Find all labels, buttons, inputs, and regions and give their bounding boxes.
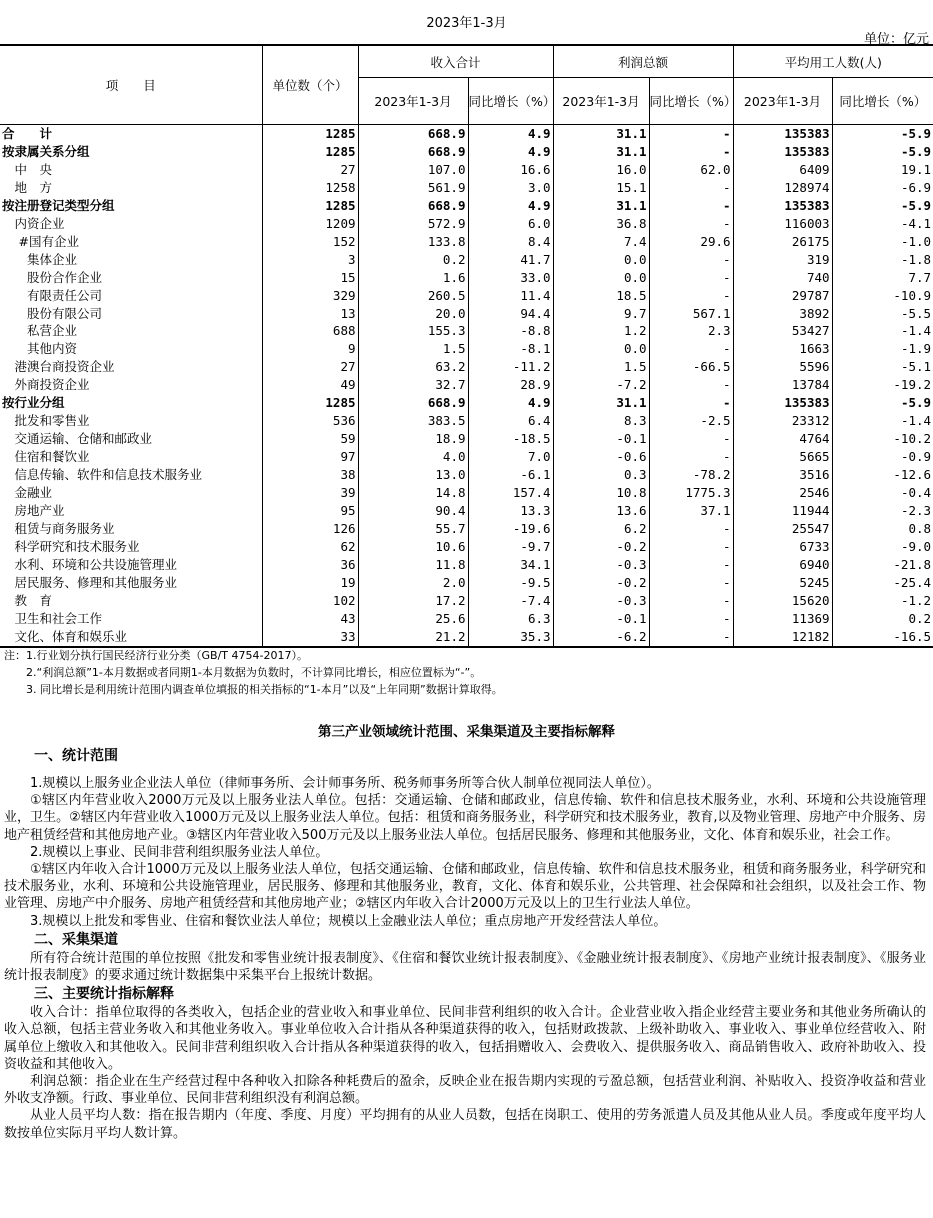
- cell-profit-g: -: [649, 215, 733, 233]
- col-header-employees: 平均用工人数(人): [733, 45, 933, 78]
- cell-profit-g: 567.1: [649, 305, 733, 323]
- cell-profit-g: -: [649, 430, 733, 448]
- cell-profit-g: 37.1: [649, 502, 733, 520]
- cell-units: 1285: [262, 394, 358, 412]
- cell-profit-g: -2.5: [649, 412, 733, 430]
- cell-emp-g: -1.2: [832, 592, 933, 610]
- section-title: 第三产业领域统计范围、采集渠道及主要指标解释: [318, 724, 615, 740]
- cell-name: 地 方: [2, 179, 53, 195]
- cell-rev: 90.4: [358, 502, 468, 520]
- cell-emp-g: -5.9: [832, 197, 933, 215]
- cell-profit: 0.0: [553, 269, 649, 287]
- subheader-growth: 同比增长（%）: [468, 78, 553, 125]
- cell-profit: -0.1: [553, 610, 649, 628]
- cell-units: 59: [262, 430, 358, 448]
- cell-rev-g: -8.1: [468, 340, 553, 358]
- cell-profit: -0.2: [553, 538, 649, 556]
- cell-name: 港澳台商投资企业: [2, 359, 115, 375]
- table-row: [0, 305, 933, 323]
- cell-emp: 13784: [733, 376, 832, 394]
- cell-units: 1285: [262, 143, 358, 161]
- cell-profit: 31.1: [553, 394, 649, 412]
- cell-profit: -0.3: [553, 592, 649, 610]
- cell-name: 中 央: [2, 161, 53, 177]
- explanation-text: [4, 746, 926, 1142]
- cell-name: 私营企业: [2, 323, 78, 339]
- cell-profit: 0.0: [553, 251, 649, 269]
- table-row: [0, 412, 933, 430]
- cell-rev-g: 6.0: [468, 215, 553, 233]
- cell-units: 13: [262, 305, 358, 323]
- cell-emp-g: -12.6: [832, 466, 933, 484]
- cell-profit: 16.0: [553, 161, 649, 179]
- cell-emp: 23312: [733, 412, 832, 430]
- cell-rev: 2.0: [358, 574, 468, 592]
- cell-name: 信息传输、软件和信息技术服务业: [2, 467, 203, 483]
- cell-rev: 260.5: [358, 287, 468, 305]
- cell-name: 有限责任公司: [2, 287, 103, 303]
- cell-rev: 572.9: [358, 215, 468, 233]
- cell-profit-g: -: [649, 448, 733, 466]
- cell-emp: 4764: [733, 430, 832, 448]
- cell-emp-g: -5.9: [832, 125, 933, 143]
- cell-profit: 1.2: [553, 322, 649, 340]
- cell-name: 金融业: [2, 485, 53, 501]
- cell-rev: 20.0: [358, 305, 468, 323]
- cell-profit: 15.1: [553, 179, 649, 197]
- cell-rev-g: 157.4: [468, 484, 553, 502]
- cell-rev: 55.7: [358, 520, 468, 538]
- paragraph: 利润总额：指企业在生产经营过程中各种收入扣除各种耗费后的盈余，反映企业在报告期内实现的亏盈总额，包括营业利润、补贴收入、投资净收益和营业外收支净额。行政、事业单位、民间非营利组织没有利润总额。: [4, 1074, 926, 1107]
- cell-profit-g: -: [649, 197, 733, 215]
- cell-name: 股份有限公司: [2, 305, 103, 321]
- table-row: [0, 574, 933, 592]
- cell-profit: 36.8: [553, 215, 649, 233]
- cell-units: 329: [262, 287, 358, 305]
- cell-profit-g: -: [649, 125, 733, 143]
- cell-emp-g: -5.5: [832, 305, 933, 323]
- cell-rev-g: 4.9: [468, 125, 553, 143]
- table-row: [0, 143, 933, 161]
- cell-units: 1285: [262, 197, 358, 215]
- cell-rev: 13.0: [358, 466, 468, 484]
- cell-rev-g: 35.3: [468, 628, 553, 647]
- cell-emp: 5665: [733, 448, 832, 466]
- subheader-period: 2023年1-3月: [553, 78, 649, 125]
- cell-units: 95: [262, 502, 358, 520]
- cell-emp: 135383: [733, 125, 832, 143]
- cell-name: 内资企业: [2, 215, 65, 231]
- cell-rev: 668.9: [358, 143, 468, 161]
- cell-name: 科学研究和技术服务业: [2, 538, 140, 554]
- table-row: [0, 538, 933, 556]
- cell-profit-g: -: [649, 520, 733, 538]
- cell-name: 住宿和餐饮业: [2, 449, 90, 465]
- cell-profit-g: -: [649, 538, 733, 556]
- cell-profit-g: 29.6: [649, 233, 733, 251]
- cell-profit: 31.1: [553, 197, 649, 215]
- cell-profit-g: -: [649, 556, 733, 574]
- cell-profit-g: -: [649, 251, 733, 269]
- cell-emp: 53427: [733, 322, 832, 340]
- cell-profit: 8.3: [553, 412, 649, 430]
- paragraph: ①辖区内年营业收入2000万元及以上服务业法人单位。包括：交通运输、仓储和邮政业，信息传输、软件和信息技术服务业，水利、环境和公共设施管理业，卫生。②辖区内年营业收入1000万元及以上服务业法人单位。包括：租赁和商务服务业，科学研究和技术服务业，教育,以及物业管理、房地产中介服务、房地产租赁经营和其他房地产业。③辖区内年营业收入500万元及以上服务业法人单位。包括居民服务、修理和其他服务业，文化、体育和娱乐业，社会工作。: [4, 793, 926, 843]
- cell-profit: 10.8: [553, 484, 649, 502]
- cell-units: 62: [262, 538, 358, 556]
- cell-rev-g: -18.5: [468, 430, 553, 448]
- table-row: [0, 340, 933, 358]
- cell-emp-g: -5.9: [832, 394, 933, 412]
- cell-rev-g: 41.7: [468, 251, 553, 269]
- paragraph: 3.规模以上批发和零售业、住宿和餐饮业法人单位；规模以上金融业法人单位；重点房地产开发经营法人单位。: [30, 913, 667, 929]
- cell-units: 15: [262, 269, 358, 287]
- cell-rev: 18.9: [358, 430, 468, 448]
- cell-emp: 12182: [733, 628, 832, 647]
- cell-rev: 63.2: [358, 358, 468, 376]
- col-header-profit: 利润总额: [553, 45, 733, 78]
- cell-units: 38: [262, 466, 358, 484]
- cell-name: 外商投资企业: [2, 377, 90, 393]
- cell-rev-g: -11.2: [468, 358, 553, 376]
- cell-name: 合 计: [2, 126, 53, 141]
- table-row: [0, 520, 933, 538]
- cell-emp-g: -1.0: [832, 233, 933, 251]
- cell-name: 按注册登记类型分组: [2, 197, 115, 213]
- cell-name: 卫生和社会工作: [2, 610, 103, 626]
- cell-units: 688: [262, 322, 358, 340]
- cell-rev-g: 94.4: [468, 305, 553, 323]
- cell-profit: 18.5: [553, 287, 649, 305]
- cell-emp-g: -0.4: [832, 484, 933, 502]
- table-row: [0, 556, 933, 574]
- cell-units: 1258: [262, 179, 358, 197]
- cell-emp: 11369: [733, 610, 832, 628]
- cell-units: 49: [262, 376, 358, 394]
- cell-rev-g: -9.7: [468, 538, 553, 556]
- col-header-item: 项 目: [0, 45, 262, 125]
- cell-rev: 155.3: [358, 322, 468, 340]
- table-row: [0, 179, 933, 197]
- cell-emp-g: -19.2: [832, 376, 933, 394]
- cell-profit: 0.0: [553, 340, 649, 358]
- cell-units: 1209: [262, 215, 358, 233]
- cell-rev: 668.9: [358, 394, 468, 412]
- cell-profit: -7.2: [553, 376, 649, 394]
- cell-profit: 0.3: [553, 466, 649, 484]
- cell-rev-g: 6.3: [468, 610, 553, 628]
- cell-rev: 561.9: [358, 179, 468, 197]
- heading-indicators: 三、主要统计指标解释: [34, 986, 174, 1003]
- cell-emp: 11944: [733, 502, 832, 520]
- cell-units: 39: [262, 484, 358, 502]
- cell-rev: 133.8: [358, 233, 468, 251]
- subheader-growth: 同比增长（%）: [832, 78, 933, 125]
- cell-units: 152: [262, 233, 358, 251]
- cell-emp: 25547: [733, 520, 832, 538]
- paragraph: 2.规模以上事业、民间非营利组织服务业法人单位。: [30, 844, 329, 860]
- cell-emp: 1663: [733, 340, 832, 358]
- cell-rev-g: 33.0: [468, 269, 553, 287]
- table-row: [0, 358, 933, 376]
- cell-rev-g: -6.1: [468, 466, 553, 484]
- cell-emp: 2546: [733, 484, 832, 502]
- cell-profit: 7.4: [553, 233, 649, 251]
- cell-rev-g: 8.4: [468, 233, 553, 251]
- cell-rev-g: 4.9: [468, 197, 553, 215]
- table-row: [0, 484, 933, 502]
- cell-emp: 5596: [733, 358, 832, 376]
- table-row: [0, 269, 933, 287]
- cell-profit: 9.7: [553, 305, 649, 323]
- cell-rev-g: 4.9: [468, 394, 553, 412]
- cell-rev: 383.5: [358, 412, 468, 430]
- cell-profit-g: -: [649, 376, 733, 394]
- cell-name: #国有企业: [2, 233, 79, 249]
- cell-profit-g: -78.2: [649, 466, 733, 484]
- cell-profit-g: -: [649, 269, 733, 287]
- cell-rev-g: -7.4: [468, 592, 553, 610]
- cell-name: 批发和零售业: [2, 413, 90, 429]
- heading-scope: 一、统计范围: [34, 748, 118, 764]
- cell-name: 交通运输、仓储和邮政业: [2, 431, 153, 447]
- cell-emp: 29787: [733, 287, 832, 305]
- table-row: [0, 592, 933, 610]
- cell-rev-g: -19.6: [468, 520, 553, 538]
- statistics-table: [0, 44, 933, 648]
- table-row: [0, 466, 933, 484]
- cell-units: 126: [262, 520, 358, 538]
- cell-rev: 32.7: [358, 376, 468, 394]
- unit-label: 单位：亿元: [863, 32, 929, 47]
- cell-emp: 6940: [733, 556, 832, 574]
- cell-profit: 6.2: [553, 520, 649, 538]
- cell-emp: 3516: [733, 466, 832, 484]
- cell-profit: 31.1: [553, 143, 649, 161]
- subheader-period: 2023年1-3月: [733, 78, 832, 125]
- table-row: [0, 448, 933, 466]
- cell-rev: 25.6: [358, 610, 468, 628]
- col-header-revenue: 收入合计: [358, 45, 553, 78]
- cell-profit: -0.3: [553, 556, 649, 574]
- heading-channel: 二、采集渠道: [34, 931, 118, 948]
- table-row: [0, 215, 933, 233]
- cell-name: 房地产业: [2, 503, 65, 519]
- cell-profit: 13.6: [553, 502, 649, 520]
- cell-emp-g: -0.9: [832, 448, 933, 466]
- table-row: [0, 197, 933, 215]
- paragraph: 1.规模以上服务业企业法人单位（律师事务所、会计师事务所、税务师事务所等合伙人制单位视同法人单位）。: [30, 776, 660, 791]
- table-row: [0, 322, 933, 340]
- cell-rev: 14.8: [358, 484, 468, 502]
- cell-rev-g: -8.8: [468, 322, 553, 340]
- table-notes: [4, 647, 503, 698]
- cell-rev: 1.6: [358, 269, 468, 287]
- cell-units: 43: [262, 610, 358, 628]
- table-row: [0, 251, 933, 269]
- cell-name: 居民服务、修理和其他服务业: [2, 574, 178, 590]
- cell-profit-g: -: [649, 394, 733, 412]
- cell-rev-g: -9.5: [468, 574, 553, 592]
- cell-emp: 26175: [733, 233, 832, 251]
- cell-emp-g: -10.9: [832, 287, 933, 305]
- cell-name: 按行业分组: [2, 395, 65, 411]
- cell-units: 36: [262, 556, 358, 574]
- cell-emp-g: -2.3: [832, 502, 933, 520]
- cell-emp: 5245: [733, 574, 832, 592]
- cell-rev-g: 16.6: [468, 161, 553, 179]
- cell-emp-g: -1.4: [832, 322, 933, 340]
- cell-emp-g: 7.7: [832, 269, 933, 287]
- cell-rev-g: 7.0: [468, 448, 553, 466]
- cell-profit: 1.5: [553, 358, 649, 376]
- cell-profit-g: -66.5: [649, 358, 733, 376]
- table-row: [0, 233, 933, 251]
- subheader-period: 2023年1-3月: [358, 78, 468, 125]
- cell-rev: 4.0: [358, 448, 468, 466]
- cell-name: 水利、环境和公共设施管理业: [2, 556, 178, 572]
- cell-name: 教 育: [2, 592, 53, 608]
- cell-name: 其他内资: [2, 341, 78, 357]
- cell-emp: 116003: [733, 215, 832, 233]
- cell-emp: 319: [733, 251, 832, 269]
- cell-profit: -0.6: [553, 448, 649, 466]
- cell-units: 19: [262, 574, 358, 592]
- cell-emp-g: -5.9: [832, 143, 933, 161]
- cell-profit: -0.2: [553, 574, 649, 592]
- cell-rev-g: 11.4: [468, 287, 553, 305]
- cell-units: 536: [262, 412, 358, 430]
- cell-emp: 135383: [733, 143, 832, 161]
- cell-units: 27: [262, 161, 358, 179]
- cell-emp: 740: [733, 269, 832, 287]
- cell-emp: 3892: [733, 305, 832, 323]
- cell-units: 102: [262, 592, 358, 610]
- cell-emp-g: -21.8: [832, 556, 933, 574]
- cell-rev-g: 13.3: [468, 502, 553, 520]
- cell-units: 3: [262, 251, 358, 269]
- cell-profit-g: 1775.3: [649, 484, 733, 502]
- table-row: [0, 287, 933, 305]
- paragraph: 从业人员平均人数：指在报告期内（年度、季度、月度）平均拥有的从业人员数，包括在岗职工、使用的劳务派遣人员及其他从业人员。季度或年度平均人数按单位实际月平均人数计算。: [4, 1108, 926, 1141]
- cell-emp: 15620: [733, 592, 832, 610]
- cell-name: 股份合作企业: [2, 269, 103, 285]
- cell-rev: 21.2: [358, 628, 468, 647]
- cell-emp-g: -4.1: [832, 215, 933, 233]
- cell-emp: 135383: [733, 394, 832, 412]
- cell-rev: 10.6: [358, 538, 468, 556]
- cell-emp: 135383: [733, 197, 832, 215]
- cell-profit-g: -: [649, 592, 733, 610]
- cell-rev: 668.9: [358, 197, 468, 215]
- cell-rev-g: 6.4: [468, 412, 553, 430]
- note-line: 3. 同比增长是利用统计范围内调查单位填报的相关指标的“1-本月”以及“上年同期”数据计算取得。: [4, 683, 503, 696]
- subheader-growth: 同比增长（%）: [649, 78, 733, 125]
- note-line: 注：1.行业划分执行国民经济行业分类（GB/T 4754-2017）。: [4, 649, 308, 662]
- cell-rev: 11.8: [358, 556, 468, 574]
- cell-emp-g: -1.4: [832, 412, 933, 430]
- cell-emp-g: -5.1: [832, 358, 933, 376]
- cell-emp: 6733: [733, 538, 832, 556]
- cell-units: 33: [262, 628, 358, 647]
- cell-name: 集体企业: [2, 251, 78, 267]
- note-line: 2.“利润总额”1-本月数据或者同期1-本月数据为负数时，不计算同比增长，相应位置标为“-”。: [4, 666, 482, 679]
- cell-name: 按隶属关系分组: [2, 143, 90, 159]
- cell-emp-g: -25.4: [832, 574, 933, 592]
- table-row: [0, 502, 933, 520]
- cell-rev-g: 34.1: [468, 556, 553, 574]
- cell-emp-g: -1.9: [832, 340, 933, 358]
- cell-emp: 128974: [733, 179, 832, 197]
- table-row: [0, 394, 933, 412]
- table-row: [0, 161, 933, 179]
- report-period: 2023年1-3月: [426, 16, 507, 31]
- cell-profit-g: 2.3: [649, 322, 733, 340]
- cell-emp-g: -6.9: [832, 179, 933, 197]
- cell-rev: 0.2: [358, 251, 468, 269]
- paragraph: ①辖区内年收入合计1000万元及以上服务业法人单位，包括交通运输、仓储和邮政业，信息传输、软件和信息技术服务业，租赁和商务服务业，科学研究和技术服务业，水利、环境和公共设施管理业，居民服务、修理和其他服务业，教育，文化、体育和娱乐业，公共管理、社会保障和社会组织，以及社会工作、物业管理、房地产中介服务、房地产租赁经营和其他房地产业；②辖区内年收入合计2000万元及以上的卫生行业法人单位。: [4, 862, 926, 912]
- cell-profit-g: -: [649, 179, 733, 197]
- cell-profit-g: -: [649, 628, 733, 647]
- cell-profit: -0.1: [553, 430, 649, 448]
- cell-emp-g: -9.0: [832, 538, 933, 556]
- cell-units: 9: [262, 340, 358, 358]
- cell-emp-g: -1.8: [832, 251, 933, 269]
- table-row: [0, 376, 933, 394]
- cell-profit-g: -: [649, 610, 733, 628]
- cell-profit: 31.1: [553, 125, 649, 143]
- cell-rev: 107.0: [358, 161, 468, 179]
- cell-rev: 17.2: [358, 592, 468, 610]
- cell-emp-g: -16.5: [832, 628, 933, 647]
- paragraph: 收入合计：指单位取得的各类收入，包括企业的营业收入和事业单位、民间非营利组织的收入合计。企业营业收入指企业经营主要业务和其他业务所确认的收入总额，包括主营业务收入和其他业务收入。事业单位收入合计指从各种渠道获得的收入，包括财政拨款、上级补助收入、事业收入、事业单位经营收入、附属单位上缴收入和其他收入。民间非营利组织收入合计指从各种渠道获得的收入，包括捐赠收入、会费收入、提供服务收入、商品销售收入、政府补助收入、投资收益和其他收入。: [4, 1005, 926, 1072]
- cell-emp-g: 0.2: [832, 610, 933, 628]
- cell-profit-g: -: [649, 287, 733, 305]
- cell-rev: 1.5: [358, 340, 468, 358]
- cell-units: 27: [262, 358, 358, 376]
- cell-emp-g: 0.8: [832, 520, 933, 538]
- cell-units: 97: [262, 448, 358, 466]
- cell-rev-g: 4.9: [468, 143, 553, 161]
- cell-profit-g: -: [649, 574, 733, 592]
- cell-rev-g: 3.0: [468, 179, 553, 197]
- col-header-units: 单位数（个）: [262, 45, 358, 125]
- cell-profit-g: -: [649, 143, 733, 161]
- cell-units: 1285: [262, 125, 358, 143]
- table-row: [0, 125, 933, 143]
- cell-emp-g: -10.2: [832, 430, 933, 448]
- cell-emp-g: 19.1: [832, 161, 933, 179]
- cell-profit-g: 62.0: [649, 161, 733, 179]
- cell-rev: 668.9: [358, 125, 468, 143]
- cell-rev-g: 28.9: [468, 376, 553, 394]
- cell-name: 文化、体育和娱乐业: [0, 628, 262, 647]
- cell-name: 租赁与商务服务业: [2, 520, 115, 536]
- cell-emp: 6409: [733, 161, 832, 179]
- table-row: [0, 610, 933, 628]
- cell-profit: -6.2: [553, 628, 649, 647]
- table-row: [0, 430, 933, 448]
- paragraph: 所有符合统计范围的单位按照《批发和零售业统计报表制度》、《住宿和餐饮业统计报表制度》、《金融业统计报表制度》、《房地产业统计报表制度》、《服务业统计报表制度》的要求通过统计数据集中采集平台上报统计数据。: [4, 950, 926, 984]
- table-row: [0, 628, 933, 647]
- cell-profit-g: -: [649, 340, 733, 358]
